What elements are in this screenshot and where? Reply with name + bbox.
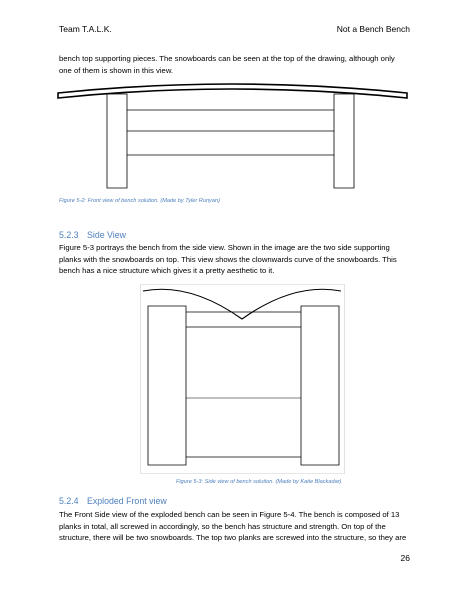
side-right-plank: [301, 306, 339, 465]
front-right-leg: [334, 94, 354, 188]
header-document-title: Not a Bench Bench: [336, 24, 410, 34]
front-view-drawing: [55, 82, 410, 190]
snowboard-top-curve: [58, 84, 407, 98]
side-figure-caption: Figure 5-3: Side view of bench solution. (Made by Katie Blackadar): [176, 479, 342, 485]
section-number: 5.2.4: [59, 496, 79, 506]
intro-paragraph: bench top supporting pieces. The snowboards can be seen at the top of the drawing, although only one of them is shown in this view.: [59, 54, 395, 75]
side-view-drawing: [140, 284, 345, 474]
section-title: Exploded Front view: [87, 496, 167, 506]
figure-border: [141, 285, 345, 474]
header-team-name: Team T.A.L.K.: [59, 24, 112, 34]
section-title: Side View: [87, 230, 126, 240]
snowboard-curves: [143, 289, 341, 319]
side-view-paragraph: Figure 5-3 portrays the bench from the side view. Shown in the image are the two side supporting planks with the snowboards on top. This view shows the clownwards curve of the snowboards. This bench has a nice structure which gives it a pretty aesthetic to it.: [59, 243, 397, 276]
front-left-leg: [107, 94, 127, 188]
front-figure-caption: Figure 5-2: Front view of bench solution. (Made by Tyler Runyan): [59, 198, 220, 204]
page-number: 26: [400, 553, 410, 563]
side-left-plank: [148, 306, 186, 465]
exploded-view-paragraph: The Front Side view of the exploded bench can be seen in Figure 5-4. The bench is composed of 13 planks in total, all screwed in accordingly, so the bench has structure and strength. On top of the structure, there will be two snowboards. The top two planks are screwed into the structure, so they are: [59, 510, 407, 543]
section-heading-side-view: [59, 230, 126, 240]
section-number: 5.2.3: [59, 230, 79, 240]
section-heading-exploded-front-view: [59, 496, 167, 506]
